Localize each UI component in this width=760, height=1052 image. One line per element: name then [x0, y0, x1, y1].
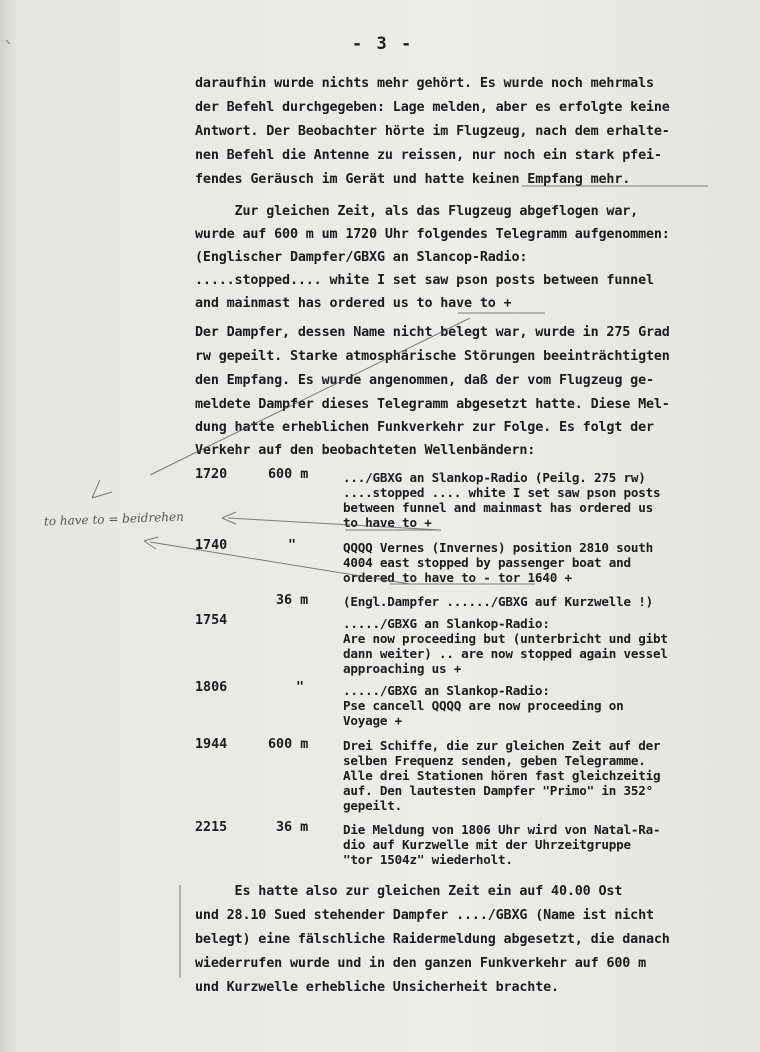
log-text: ...../GBXG an Slankop-Radio: Pse cancell QQQQ are now proceeding on Voyage + — [343, 683, 624, 728]
log-time: 2215 — [195, 820, 228, 835]
log-text: .../GBXG an Slankop-Radio (Peilg. 275 rw) ....stopped .... white I set saw pson posts between funnel and mainmast has ordered us to have to + — [343, 470, 661, 530]
arrow-head-icon — [92, 480, 112, 498]
page-number: - 3 - — [352, 34, 414, 54]
text-line: Verkehr auf den beobachteten Wellenbändern: — [195, 443, 536, 458]
text-line: und Kurzwelle erhebliche Unsicherheit brachte. — [195, 980, 559, 995]
text-line: meldete Dampfer dieses Telegramm abgesetzt hatte. Diese Mel- — [195, 397, 670, 412]
text-line: wurde auf 600 m um 1720 Uhr folgendes Telegramm aufgenommen: — [195, 227, 670, 242]
handwritten-note: to have to = beidrehen — [43, 509, 185, 529]
log-time: 1740 — [195, 538, 228, 553]
text-line: Zur gleichen Zeit, als das Flugzeug abgeflogen war, — [195, 204, 639, 219]
arrow-line — [150, 542, 410, 584]
log-frequency: 36 m — [276, 593, 309, 608]
arrow-line — [150, 318, 470, 475]
margin-mark — [6, 40, 10, 44]
arrow-line — [228, 518, 440, 530]
text-line: wiederrufen wurde und in den ganzen Funkverkehr auf 600 m — [195, 956, 646, 971]
log-text: Drei Schiffe, die zur gleichen Zeit auf der selben Frequenz senden, geben Telegramme. Alle drei Stationen hören fast gleichzeitig auf. Den lautesten Dampfer "Primo" in 352° gepeilt. — [343, 738, 661, 813]
log-time: 1806 — [195, 680, 228, 695]
log-time: 1720 — [195, 467, 228, 482]
log-frequency: 600 m — [268, 737, 309, 752]
text-line: nen Befehl die Antenne zu reissen, nur noch ein stark pfei- — [195, 148, 662, 163]
text-line: dung hatte erheblichen Funkverkehr zur Folge. Es folgt der — [195, 420, 654, 435]
text-line: und 28.10 Sued stehender Dampfer ..../GBXG (Name ist nicht — [195, 908, 654, 923]
log-text: Die Meldung von 1806 Uhr wird von Natal-Ra- dio auf Kurzwelle mit der Uhrzeitgruppe "tor 1504z" wiederholt. — [343, 822, 661, 867]
text-line: der Befehl durchgegeben: Lage melden, aber es erfolgte keine — [195, 100, 670, 115]
text-line: Es hatte also zur gleichen Zeit ein auf 40.00 Ost — [195, 884, 623, 899]
log-text: ...../GBXG an Slankop-Radio: Are now proceeding but (unterbricht und gibt dann weiter) .. are now stopped again vessel approaching us + — [343, 616, 668, 676]
log-frequency: " — [288, 538, 297, 553]
log-frequency: 600 m — [268, 467, 309, 482]
log-frequency: " — [296, 680, 305, 695]
text-line: fendes Geräusch im Gerät und hatte keinen Empfang mehr. — [195, 172, 631, 187]
text-line: Der Dampfer, dessen Name nicht belegt war, wurde in 275 Grad — [195, 325, 670, 340]
text-line: daraufhin wurde nichts mehr gehört. Es wurde noch mehrmals — [195, 76, 654, 91]
log-text: QQQQ Vernes (Invernes) position 2810 south 4004 east stopped by passenger boat and ordered to have to - tor 1640 + — [343, 540, 654, 585]
text-line: .....stopped.... white I set saw pson posts between funnel — [195, 273, 654, 288]
text-line: and mainmast has ordered us to have to + — [195, 296, 512, 311]
log-text: (Engl.Dampfer ....../GBXG auf Kurzwelle !) — [343, 594, 654, 609]
log-time: 1754 — [195, 613, 228, 628]
text-line: den Empfang. Es wurde angenommen, daß der vom Flugzeug ge- — [195, 373, 654, 388]
log-time: 1944 — [195, 737, 228, 752]
text-line: belegt) eine fälschliche Raidermeldung abgesetzt, die danach — [195, 932, 670, 947]
log-frequency: 36 m — [276, 820, 309, 835]
text-line: Antwort. Der Beobachter hörte im Flugzeug, nach dem erhalte- — [195, 124, 670, 139]
text-line: (Englischer Dampfer/GBXG an Slancop-Radio: — [195, 250, 528, 265]
text-line: rw gepeilt. Starke atmosphärische Störungen beeinträchtigten — [195, 349, 670, 364]
